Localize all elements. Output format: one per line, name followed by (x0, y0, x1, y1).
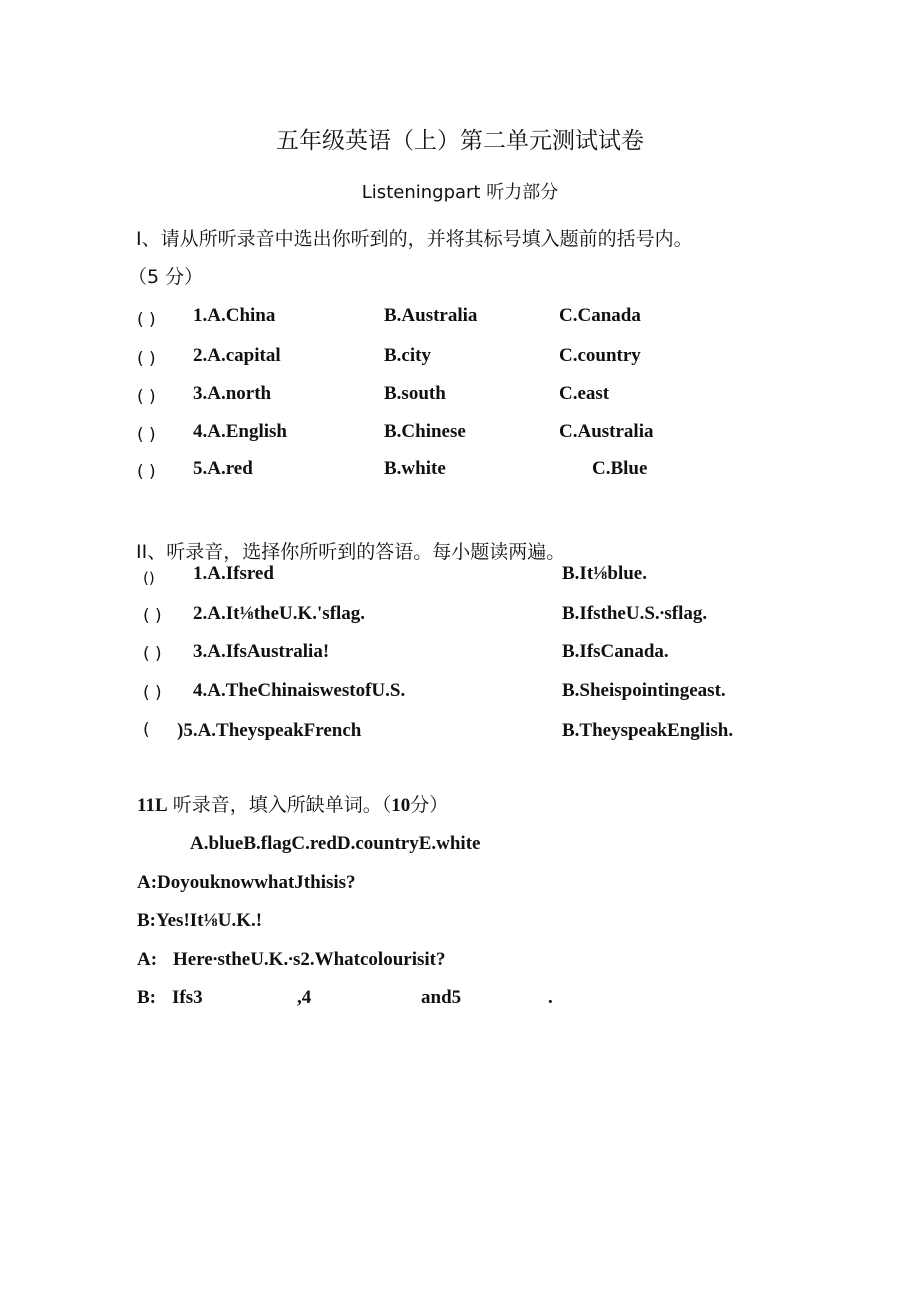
page-title: 五年级英语（上）第二单元测试试卷 (276, 128, 644, 154)
option-a: 3.A.north (193, 383, 272, 404)
option-b: B.IfsCanada. (562, 641, 669, 662)
blank-4-prefix: ,4 (297, 987, 312, 1008)
dialogue-speaker: A: (137, 949, 158, 970)
answer-bracket[interactable]: ( ) (137, 462, 156, 482)
dialogue-line: B:Yes!It⅛U.K.! (137, 910, 263, 931)
section1-score: （5 分） (128, 266, 204, 288)
word-bank: A.blueB.flagC.redD.countryE.white (190, 833, 481, 854)
option-a: 2.A.capital (193, 345, 281, 366)
option-b: B.Chinese (384, 421, 466, 442)
option-a: 3.A.IfsAustralia! (193, 641, 330, 662)
answer-bracket[interactable]: ( ) (137, 310, 156, 330)
option-a: )5.A.TheyspeakFrench (177, 720, 362, 741)
option-c: C.Canada (559, 305, 641, 326)
answer-bracket[interactable]: ( ) (143, 644, 162, 664)
answer-bracket[interactable]: () (143, 569, 155, 587)
option-b: B.It⅛blue. (562, 563, 647, 584)
option-c: C.country (559, 345, 641, 366)
option-b: B.Sheispointingeast. (562, 680, 726, 701)
section3-heading (137, 790, 448, 817)
option-a: 4.A.TheChinaiswestofU.S. (193, 680, 406, 701)
section2-instruction: II、听录音，选择你所听到的答语。每小题读两遍。 (136, 541, 566, 563)
dialogue-speaker: B: (137, 987, 156, 1008)
section3-score: 10 (391, 795, 411, 816)
section3-instruction: 听录音，填入所缺单词。（ (172, 794, 392, 816)
option-b: B.TheyspeakEnglish. (562, 720, 734, 741)
section1-instruction: I、请从所听录音中选出你听到的，并将其标号填入题前的括号内。 (136, 228, 693, 250)
option-a: 4.A.English (193, 421, 287, 442)
answer-bracket[interactable]: ( (143, 720, 150, 740)
section3-score-unit: 分） (410, 794, 449, 816)
blank-5-prefix: and5 (421, 987, 462, 1008)
option-a: 5.A.red (193, 458, 253, 479)
option-b: B.white (384, 458, 446, 479)
option-b: B.city (384, 345, 431, 366)
answer-bracket[interactable]: ( ) (143, 606, 162, 626)
dialogue-line: A:DoyouknowwhatJthisis? (137, 872, 356, 893)
line-end-period: . (548, 987, 553, 1008)
option-a: 1.A.Ifsred (193, 563, 274, 584)
answer-bracket[interactable]: ( ) (137, 349, 156, 369)
dialogue-line: Here∙stheU.K.∙s2.Whatcolourisit? (173, 949, 446, 970)
answer-bracket[interactable]: ( ) (137, 387, 156, 407)
answer-bracket[interactable]: ( ) (137, 425, 156, 445)
option-b: B.IfstheU.S.∙sflag. (562, 603, 708, 624)
option-b: B.Australia (384, 305, 478, 326)
section3-number: 11L (137, 795, 168, 816)
option-a: 2.A.It⅛theU.K.'sflag. (193, 603, 366, 624)
page-subtitle: Listeningpart 听力部分 (361, 182, 559, 203)
option-c: C.east (559, 383, 610, 404)
option-a: 1.A.China (193, 305, 276, 326)
blank-3-prefix: Ifs3 (172, 987, 203, 1008)
option-c: C.Blue (592, 458, 648, 479)
option-c: C.Australia (559, 421, 654, 442)
answer-bracket[interactable]: ( ) (143, 683, 162, 703)
option-b: B.south (384, 383, 446, 404)
